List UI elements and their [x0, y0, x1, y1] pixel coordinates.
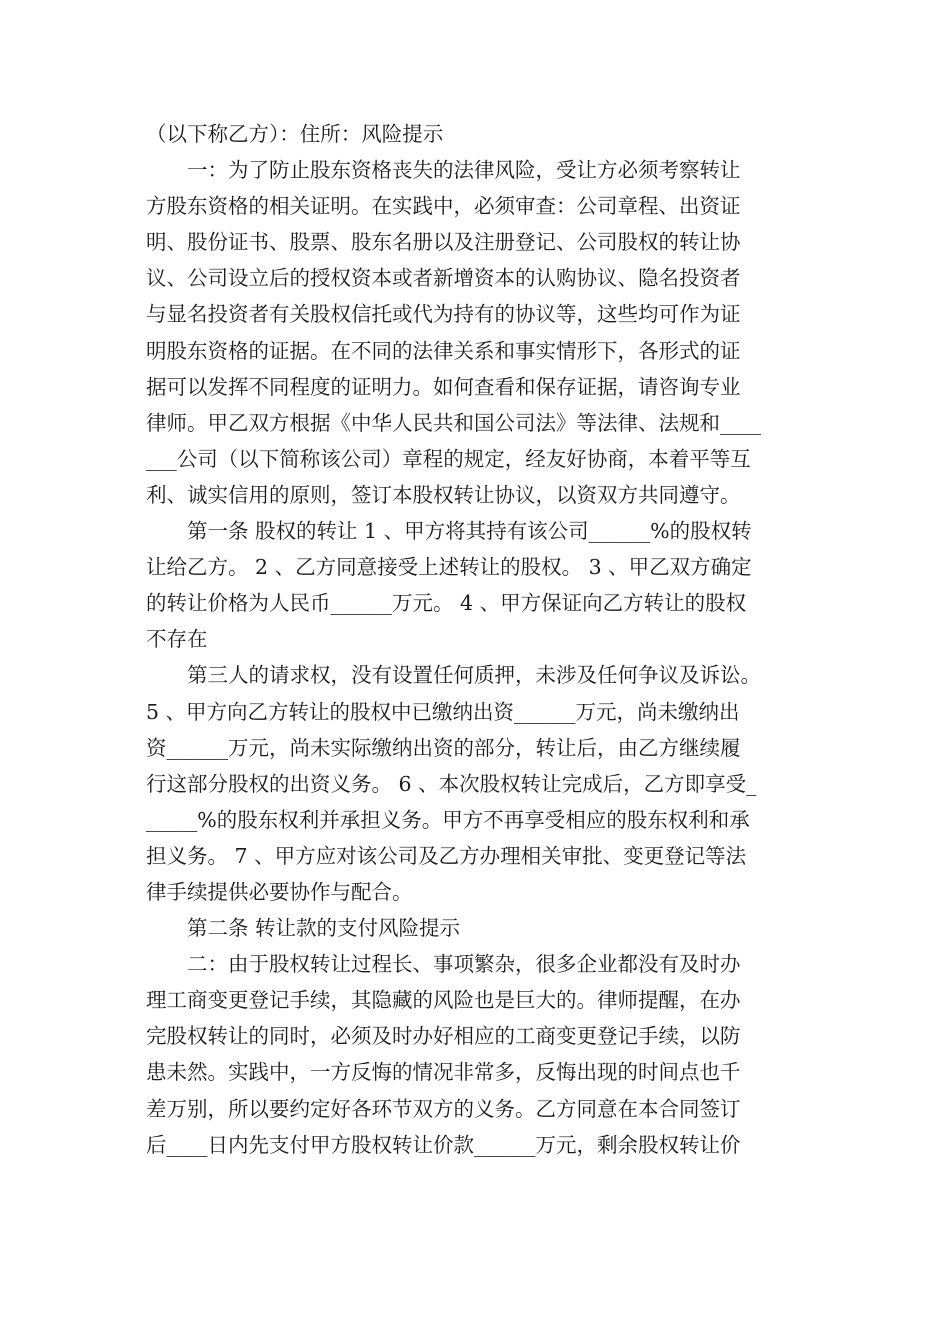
text-line: 据可以发挥不同程度的证明力。如何查看和保存证据，请咨询专业 [146, 374, 741, 399]
text-line: _____%的股东权利并承担义务。甲方不再享受相应的股东权利和承 [146, 807, 750, 832]
text-line: （以下称乙方）：住所：风险提示 [146, 122, 444, 146]
text-line: 第一条 股权的转让 1 、甲方将其持有该公司______%的股权转 [146, 519, 752, 544]
text-line: 议、公司设立后的授权资本或者新增资本的认购协议、隐名投资者 [146, 266, 741, 291]
text-line: 一：为了防止股东资格丧失的法律风险，受让方必须考察转让 [146, 158, 741, 183]
text-line: 方股东资格的相关证明。在实践中，必须审查：公司章程、出资证 [146, 194, 741, 219]
text-line: 5 、甲方向乙方转让的股权中已缴纳出资______万元，尚未缴纳出 [146, 699, 740, 724]
text-line: 第三人的请求权，没有设置任何质押，未涉及任何争议及诉讼。 [146, 663, 761, 688]
text-line: 律手续提供必要协作与配合。 [146, 879, 413, 904]
text-line: 律师。甲乙双方根据《中华人民共和国公司法》等法律、法规和____ [146, 410, 761, 435]
text-line: 明、股份证书、股票、股东名册以及注册登记、公司股权的转让协 [146, 230, 741, 255]
text-line: 让给乙方。 2 、乙方同意接受上述转让的股权。 3 、甲乙双方确定 [146, 555, 752, 580]
text-line: 第二条 转让款的支付风险提示 [146, 916, 461, 941]
text-line: 差万别，所以要约定好各环节双方的义务。乙方同意在本合同签订 [146, 1096, 741, 1121]
text-line: 不存在 [146, 627, 208, 652]
text-line: 利、诚实信用的原则，签订本股权转让协议，以资双方共同遵守。 [146, 482, 741, 507]
text-line: 担义务。 7 、甲方应对该公司及乙方办理相关审批、变更登记等法 [146, 843, 747, 868]
text-line: 患未然。实践中，一方反悔的情况非常多，反悔出现的时间点也千 [146, 1060, 741, 1085]
text-line: 后____日内先支付甲方股权转让价款______万元，剩余股权转让价 [146, 1132, 741, 1157]
text-line: 的转让价格为人民币______万元。 4 、甲方保证向乙方转让的股权 [146, 591, 747, 616]
text-line: ___公司（以下简称该公司）章程的规定，经友好协商，本着平等互 [146, 446, 751, 471]
text-line: 资______万元，尚未实际缴纳出资的部分，转让后，由乙方继续履 [146, 735, 741, 760]
text-line: 二：由于股权转让过程长、事项繁杂，很多企业都没有及时办 [146, 952, 741, 977]
text-line: 理工商变更登记手续，其隐藏的风险也是巨大的。律师提醒，在办 [146, 988, 741, 1013]
text-line: 完股权转让的同时，必须及时办好相应的工商变更登记手续，以防 [146, 1024, 741, 1049]
document-body [146, 116, 806, 1163]
text-line: 行这部分股权的出资义务。 6 、本次股权转让完成后，乙方即享受_ [146, 771, 757, 796]
text-line: 与显名投资者有关股权信托或代为持有的协议等，这些均可作为证 [146, 302, 741, 327]
text-line: 明股东资格的证据。在不同的法律关系和事实情形下，各形式的证 [146, 338, 741, 363]
